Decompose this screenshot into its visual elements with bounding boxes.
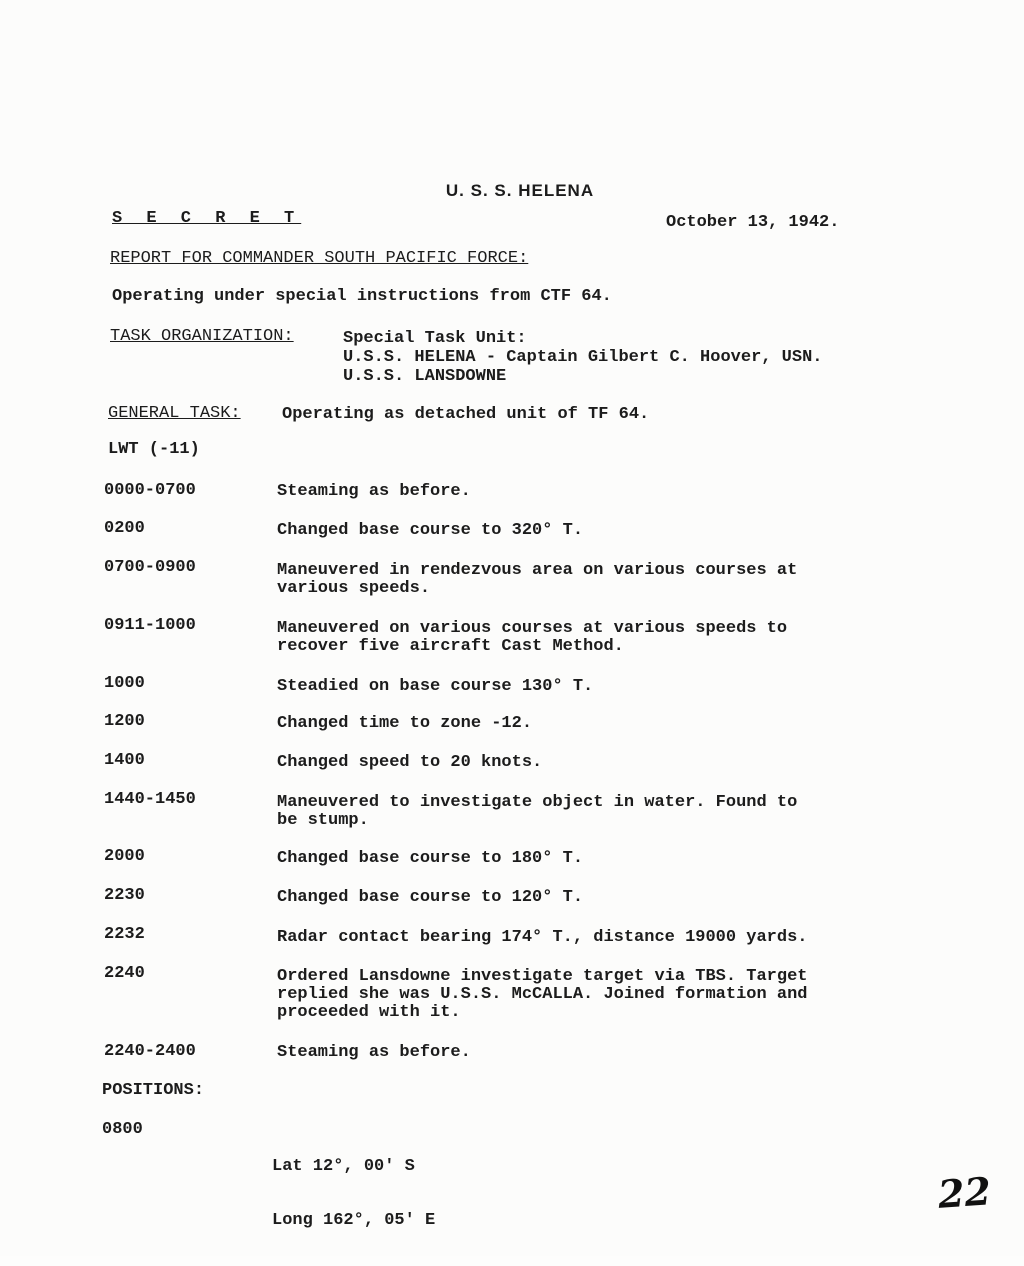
task-unit-helena: U.S.S. HELENA - Captain Gilbert C. Hoover, USN. <box>343 348 823 367</box>
log-entry-text: Radar contact bearing 174° T., distance 19000 yards. <box>277 928 808 947</box>
position-longitude: Long 162°, 05' E <box>272 1211 436 1230</box>
log-entry-time: 0200 <box>104 519 145 538</box>
log-entry-time: 2240 <box>104 964 145 983</box>
log-entry-time: 2230 <box>104 886 145 905</box>
report-date: October 13, 1942. <box>666 213 840 232</box>
log-entry-text: Changed base course to 120° T. <box>277 888 584 907</box>
log-entry-time: 1440-1450 <box>104 790 196 809</box>
log-entry-time: 2000 <box>104 847 145 866</box>
positions-label: POSITIONS: <box>102 1081 205 1100</box>
general-task-label: GENERAL TASK: <box>108 404 241 423</box>
log-entry-text: Ordered Lansdowne investigate target via TBS. Target replied she was U.S.S. McCALLA. Joined formation and proceeded with it. <box>277 967 808 1022</box>
log-entry-time: 0700-0900 <box>104 558 196 577</box>
log-entry-text: Changed speed to 20 knots. <box>277 753 543 772</box>
operating-statement: Operating under special instructions from CTF 64. <box>112 287 612 306</box>
time-zone-label: LWT (-11) <box>108 440 200 459</box>
classification-marking: S E C R E T <box>112 209 302 228</box>
position-coordinates <box>272 1122 435 1266</box>
task-unit-line: Special Task Unit: <box>343 329 527 348</box>
log-entry-text: Changed base course to 180° T. <box>277 849 584 868</box>
page-number: 22 <box>936 1168 993 1217</box>
report-title: REPORT FOR COMMANDER SOUTH PACIFIC FORCE: <box>110 249 529 268</box>
log-entry-text: Changed base course to 320° T. <box>277 521 584 540</box>
task-unit-lansdowne: U.S.S. LANSDOWNE <box>343 367 507 386</box>
task-organization-label: TASK ORGANIZATION: <box>110 327 294 346</box>
log-entry-text: Maneuvered to investigate object in water. Found to be stump. <box>277 793 798 830</box>
position-latitude: Lat 12°, 00' S <box>272 1157 415 1176</box>
general-task-text: Operating as detached unit of TF 64. <box>282 405 650 424</box>
log-entry-text: Maneuvered in rendezvous area on various courses at various speeds. <box>277 561 798 598</box>
log-entry-time: 2232 <box>104 925 145 944</box>
log-entry-text: Changed time to zone -12. <box>277 714 533 733</box>
log-entry-time: 1000 <box>104 674 145 693</box>
log-entry-time: 1200 <box>104 712 145 731</box>
log-entry-time: 0000-0700 <box>104 481 196 500</box>
log-entry-time: 0911-1000 <box>104 616 196 635</box>
log-entry-text: Maneuvered on various courses at various speeds to recover five aircraft Cast Method. <box>277 619 788 656</box>
log-entry-time: 2240-2400 <box>104 1042 196 1061</box>
log-entry-text: Steaming as before. <box>277 482 471 501</box>
log-entry-text: Steadied on base course 130° T. <box>277 677 594 696</box>
position-time: 0800 <box>102 1120 143 1139</box>
ship-header: U. S. S. HELENA <box>445 181 595 200</box>
log-entry-text: Steaming as before. <box>277 1043 471 1062</box>
log-entry-time: 1400 <box>104 751 145 770</box>
